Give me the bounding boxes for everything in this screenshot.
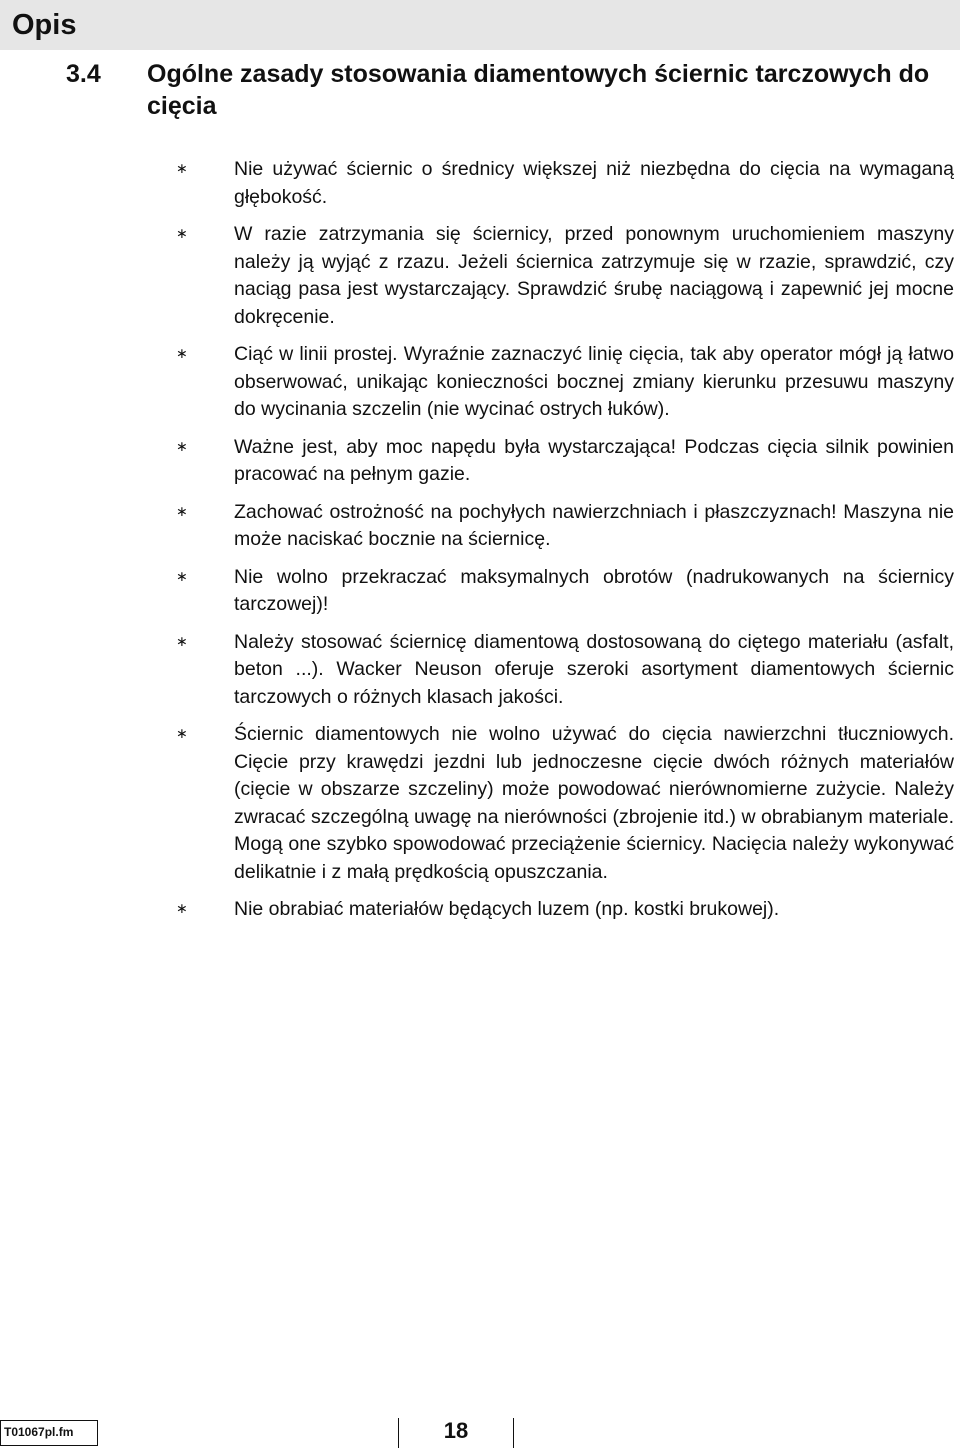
header-band bbox=[0, 0, 960, 50]
section-heading bbox=[66, 58, 946, 122]
asterisk-icon: ∗ bbox=[176, 633, 188, 650]
list-item-text: Nie wolno przekraczać maksymalnych obrotów (nadrukowanych na ściernicy tarczowej)! bbox=[234, 565, 954, 615]
list-item bbox=[0, 564, 960, 619]
list-item bbox=[0, 434, 960, 489]
list-item-text: Ważne jest, aby moc napędu była wystarczająca! Podczas cięcia silnik powinien pracować na pełnym gazie. bbox=[234, 435, 954, 485]
asterisk-icon: ∗ bbox=[176, 503, 188, 520]
list-item bbox=[0, 341, 960, 424]
list-item-text: Nie używać ściernic o średnicy większej niż niezbędna do cięcia na wymaganą głębokość. bbox=[234, 158, 954, 208]
list-item bbox=[0, 896, 960, 924]
asterisk-icon: ∗ bbox=[176, 226, 188, 242]
list-item-text: W razie zatrzymania się ściernicy, przed ponownym uruchomieniem maszyny należy ją wyjąć z rzazu. Jeżeli ściernica zatrzymuje się w rzazie, sprawdzić, czy naciąg pasa jest wystarczający. Sprawdzić śrubę naciągową i zapewnić jej mocne dokręcenie. bbox=[234, 223, 954, 328]
footer-file-name: T01067pl.fm bbox=[0, 1420, 98, 1446]
list-item-text: Nie obrabiać materiałów będących luzem (np. kostki brukowej). bbox=[234, 898, 780, 920]
asterisk-icon: ∗ bbox=[176, 438, 188, 455]
list-item bbox=[0, 221, 960, 331]
asterisk-icon: ∗ bbox=[176, 346, 188, 362]
section-title: Ogólne zasady stosowania diamentowych ściernic tarczowych do cięcia bbox=[147, 60, 930, 120]
list-item bbox=[0, 629, 960, 712]
list-item-text: Ciąć w linii prostej. Wyraźnie zaznaczyć linię cięcia, tak aby operator mógł ją łatwo obserwować, unikając konieczności bocznej zmiany kierunku przesuwu maszyny do wycinania szczelin (nie wycinać ostrych łuków). bbox=[234, 343, 954, 420]
list-item bbox=[0, 499, 960, 554]
list-item-text: Ściernic diamentowych nie wolno używać do cięcia nawierzchni tłuczniowych. Cięcie przy krawędzi jezdni lub jednoczesne cięcie dwóch różnych materiałów (cięcie w obszarze szczeliny) może powodować nierównomierne zużycie. Należy zwracać szczególną uwagę na nierówności (zbrojenie itd.) w obrabianym materiale. Mogą one szybko spowodować przeciążenie ściernicy. Nacięcia należy wykonywać delikatnie i z małą prędkością opuszczania. bbox=[234, 723, 954, 883]
page-number: 18 bbox=[398, 1418, 514, 1448]
asterisk-icon: ∗ bbox=[176, 901, 188, 917]
asterisk-icon: ∗ bbox=[176, 568, 188, 585]
section-number: 3.4 bbox=[66, 60, 101, 88]
list-item-text: Należy stosować ściernicę diamentową dostosowaną do ciętego materiału (asfalt, beton ...). Wacker Neuson oferuje szeroki asortyment diamentowych ściernic tarczowych o różnych klasach jakości. bbox=[234, 630, 954, 708]
list-item bbox=[0, 721, 960, 886]
page-header-title: Opis bbox=[12, 9, 77, 41]
list-item-text: Zachować ostrożność na pochyłych nawierzchniach i płaszczyznach! Maszyna nie może naciskać bocznie na ściernicę. bbox=[234, 500, 954, 550]
bullet-list bbox=[0, 156, 960, 934]
list-item bbox=[0, 156, 960, 211]
asterisk-icon: ∗ bbox=[176, 726, 188, 742]
asterisk-icon: ∗ bbox=[176, 161, 188, 177]
